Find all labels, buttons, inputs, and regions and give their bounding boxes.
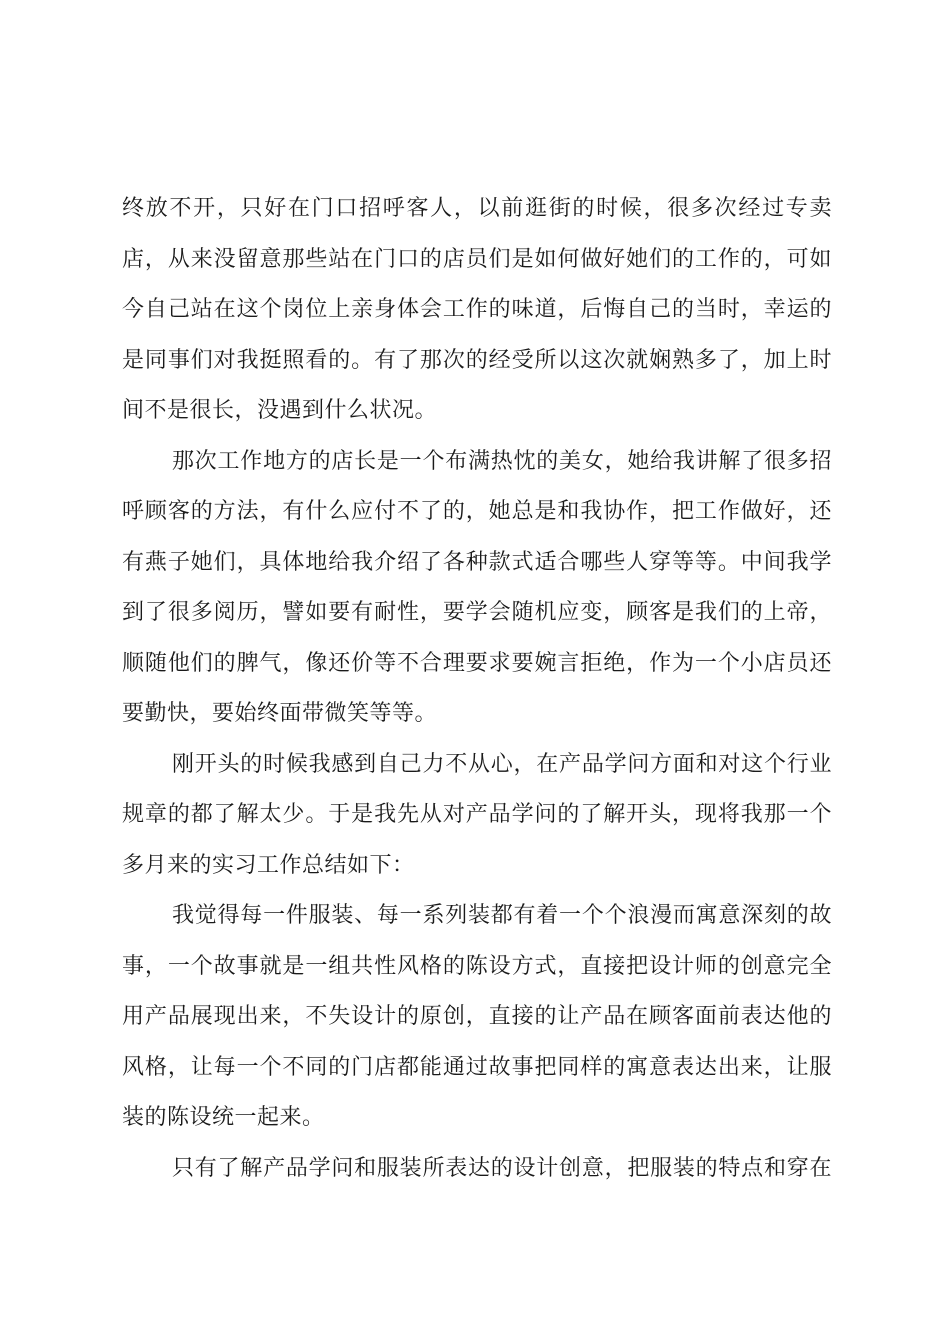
- text-line: 风格，让每一个不同的门店都能通过故事把同样的寓意表达出来，让服: [122, 1054, 832, 1080]
- text-line: 顺随他们的脾气，像还价等不合理要求要婉言拒绝，作为一个小店员还: [122, 650, 832, 676]
- text-line: 有燕子她们，具体地给我介绍了各种款式适合哪些人穿等等。中间我学: [122, 549, 832, 575]
- text-line: 今自己站在这个岗位上亲身体会工作的味道，后悔自己的当时，幸运的: [122, 297, 832, 322]
- text-line: 装的陈设统一起来。: [122, 1105, 325, 1130]
- text-line: 规章的都了解太少。于是我先从对产品学问的了解开头，现将我那一个: [122, 802, 832, 827]
- text-line: 要勤快，要始终面带微笑等等。: [122, 701, 438, 726]
- text-line: 呼顾客的方法，有什么应付不了的，她总是和我协作，把工作做好，还: [122, 499, 832, 524]
- text-line: 店，从来没留意那些站在门口的店员们是如何做好她们的工作的，可如: [122, 246, 832, 272]
- text-line: 只有了解产品学问和服装所表达的设计创意，把服装的特点和穿在: [172, 1155, 832, 1181]
- text-line: 那次工作地方的店长是一个布满热忱的美女，她给我讲解了很多招: [172, 448, 832, 474]
- text-line: 刚开头的时候我感到自己力不从心，在产品学问方面和对这个行业: [172, 751, 832, 777]
- text-line: 到了很多阅历，譬如要有耐性，要学会随机应变，顾客是我们的上帝，: [122, 600, 832, 625]
- text-line: 事，一个故事就是一组共性风格的陈设方式，直接把设计师的创意完全: [122, 953, 832, 979]
- text-line: 是同事们对我挺照看的。有了那次的经受所以这次就娴熟多了，加上时: [122, 347, 832, 373]
- text-line: 多月来的实习工作总结如下：: [122, 852, 415, 878]
- text-line: 终放不开，只好在门口招呼客人，以前逛街的时候，很多次经过专卖: [122, 196, 832, 221]
- text-line: 我觉得每一件服装、每一系列装都有着一个个浪漫而寓意深刻的故: [172, 903, 832, 928]
- text-line: 间不是很长，没遇到什么状况。: [122, 398, 438, 423]
- text-line: 用产品展现出来，不失设计的原创，直接的让产品在顾客面前表达他的: [122, 1004, 832, 1029]
- document-body: [122, 184, 832, 1194]
